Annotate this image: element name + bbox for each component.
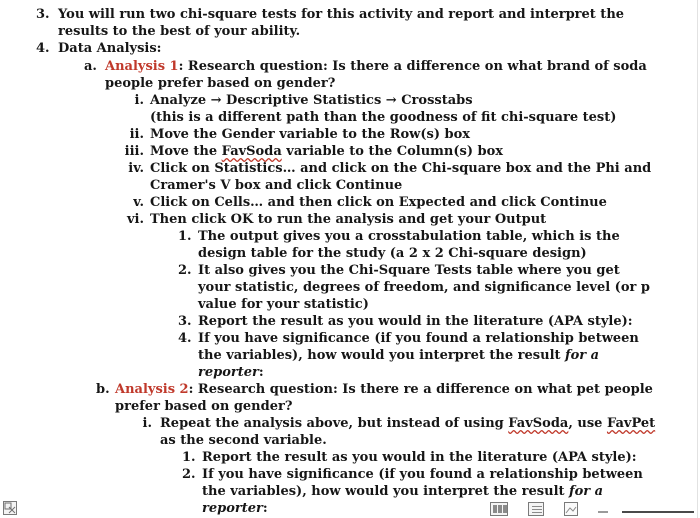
a2-sub-1-marker: 1. (182, 450, 196, 465)
item-3-text-cont: results to the best of your ability. (58, 24, 301, 39)
a2-step-i-marker: i. (142, 416, 152, 431)
sub-4-text-cont2: reporter: (198, 365, 264, 380)
step-i-text: Analyze → Descriptive Statistics → Crosstabs (150, 93, 473, 108)
analysis-2-marker: b. (96, 382, 110, 397)
analysis-1-marker: a. (84, 59, 97, 74)
a2-sub-1-text: Report the result as you would in the literature (APA style): (202, 450, 637, 465)
step-ii-marker: ii. (129, 127, 144, 142)
analysis-2-question-cont: prefer based on gender? (115, 399, 293, 414)
item-3-marker: 3. (36, 7, 50, 22)
analysis-1-question: Analysis 1: Research question: Is there a difference on what brand of soda (105, 59, 647, 74)
step-i-marker: i. (134, 93, 144, 108)
a2-step-i-text: Repeat the analysis above, but instead of using FavSoda, use FavPet (160, 416, 656, 431)
item-4-heading: Data Analysis: (58, 41, 162, 56)
image-view-icon[interactable] (564, 502, 578, 516)
step-iv-marker: iv. (128, 161, 144, 176)
sub-1-text: The output gives you a crosstabulation table, which is the (198, 229, 620, 244)
zoom-slider-track[interactable] (598, 511, 608, 513)
list-view-icon[interactable] (528, 502, 544, 516)
sub-3-text: Report the result as you would in the literature (APA style): (198, 314, 633, 329)
favpet-word: FavPet (606, 416, 656, 431)
bottom-toolbar (0, 496, 700, 518)
sub-2-text: It also gives you the Chi-Square Tests table where you get (198, 263, 620, 278)
analysis-2-label: Analysis 2 (115, 382, 189, 397)
zoom-slider-fill[interactable] (622, 511, 694, 513)
page-edge (697, 0, 698, 518)
step-v-marker: v. (133, 195, 144, 210)
favsoda-word-2: FavSoda (508, 416, 569, 431)
step-iii-text: Move the FavSoda variable to the Column(s) box (150, 144, 504, 159)
sub-2-marker: 2. (178, 263, 192, 278)
sub-4-marker: 4. (178, 331, 192, 346)
a2-sub-2-text-cont: the variables), how would you interpret the result for a (202, 484, 604, 499)
a2-sub-2-marker: 2. (182, 467, 196, 482)
analysis-1-label: Analysis 1 (105, 59, 179, 74)
sub-3-marker: 3. (178, 314, 192, 329)
sub-4-text-cont: the variables), how would you interpret the result for a (198, 348, 600, 363)
sub-2-text-cont2: value for your statistic) (198, 297, 369, 312)
step-ii-text: Move the Gender variable to the Row(s) box (150, 127, 471, 142)
sub-1-text-cont: design table for the study (a 2 x 2 Chi-square design) (198, 246, 587, 261)
analysis-2-question: Analysis 2: Research question: Is there re a difference on what pet people (115, 382, 653, 397)
column-view-icon[interactable] (490, 502, 508, 516)
a2-sub-2-text: If you have significance (if you found a relationship between (202, 467, 643, 482)
a2-step-i-text-cont: as the second variable. (160, 433, 327, 448)
step-i-note: (this is a different path than the goodness of fit chi-square test) (150, 110, 617, 125)
step-v-text: Click on Cells… and then click on Expected and click Continue (150, 195, 607, 210)
sub-1-marker: 1. (178, 229, 192, 244)
item-3-text: You will run two chi-square tests for this activity and report and interpret the (58, 7, 625, 22)
a2-sub-2-text-cont2: reporter: (202, 501, 268, 516)
step-vi-text: Then click OK to run the analysis and get your Output (150, 212, 547, 227)
step-iv-text-cont: Cramer's V box and click Continue (150, 178, 403, 193)
step-vi-marker: vi. (126, 212, 144, 227)
sub-4-text: If you have significance (if you found a relationship between (198, 331, 639, 346)
step-iii-marker: iii. (124, 144, 144, 159)
analysis-1-question-cont: people prefer based on gender? (105, 76, 336, 91)
step-iv-text: Click on Statistics… and click on the Chi-square box and the Phi and (150, 161, 652, 176)
favsoda-word: FavSoda (221, 144, 282, 159)
item-4-marker: 4. (36, 41, 50, 56)
sub-2-text-cont: your statistic, degrees of freedom, and significance level (or p (198, 280, 650, 295)
screen-capture-icon[interactable] (3, 501, 17, 515)
